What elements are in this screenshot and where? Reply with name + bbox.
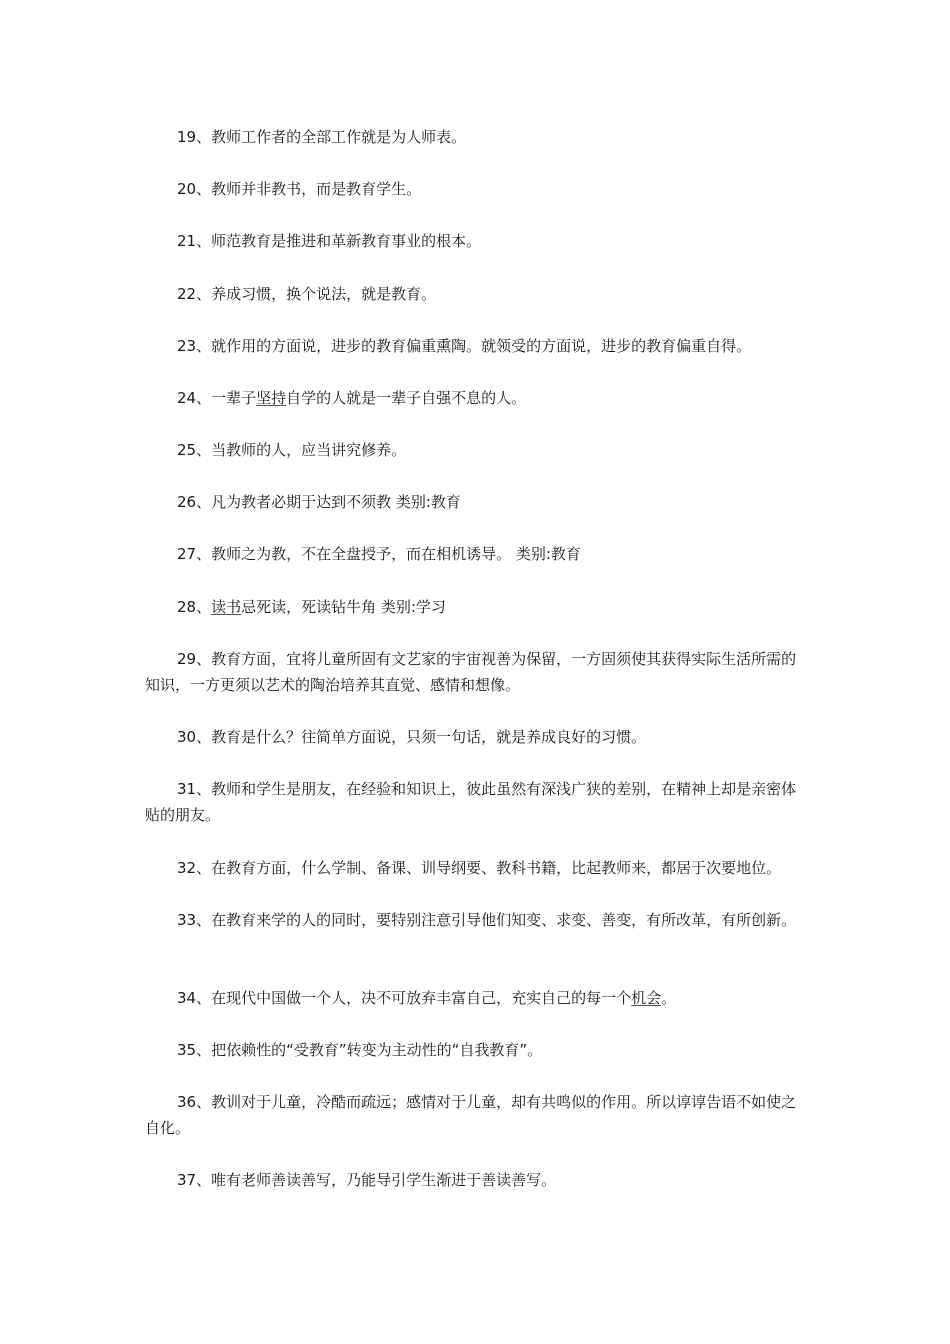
quote-item-24 (145, 385, 810, 411)
quote-item-25: 25、当教师的人，应当讲究修养。 (177, 441, 407, 459)
quote-text: 自学的人就是一辈子自强不息的人。 (286, 389, 527, 407)
quote-item-22: 22、养成习惯，换个说法，就是教育。 (177, 285, 437, 303)
quote-item-26: 26、凡为教者必期于达到不须教 类别:教育 (177, 493, 461, 511)
quote-item-35: 35、把依赖性的“受教育”转变为主动性的“自我教育”。 (177, 1041, 543, 1059)
quote-text: 24、一辈子 (177, 389, 257, 407)
quote-text: 34、在现代中国做一个人，决不可放弃丰富自己，充实自己的每一个 (177, 989, 632, 1007)
quote-item-30: 30、教育是什么？往简单方面说，只须一句话，就是养成良好的习惯。 (177, 728, 647, 746)
quote-item-27: 27、教师之为教，不在全盘授予，而在相机诱导。 类别:教育 (177, 545, 581, 563)
quote-item-20: 20、教师并非教书，而是教育学生。 (177, 180, 422, 198)
quote-text: 忌死读，死读钻牛角 类别:学习 (241, 598, 446, 616)
quote-item-36: 36、教训对于儿童，冷酷而疏远；感情对于儿童，却有共鸣似的作用。所以谆谆告语不如使之自化。 (145, 1093, 797, 1137)
quote-item-23: 23、就作用的方面说，进步的教育偏重熏陶。就领受的方面说，进步的教育偏重自得。 (177, 337, 752, 355)
quote-item-33: 33、在教育来学的人的同时，要特别注意引导他们知变、求变、善变，有所改革，有所创新。 (177, 911, 797, 929)
quote-item-32: 32、在教育方面，什么学制、备课、训导纲要、教科书籍，比起教师来，都居于次要地位。 (177, 859, 782, 877)
keyword-link-dushu[interactable]: 读书 (211, 598, 242, 616)
quote-item-28 (145, 594, 810, 620)
quote-text: 28、 (177, 598, 212, 616)
keyword-link-jihui[interactable]: 机会 (631, 989, 662, 1007)
quote-item-21: 21、师范教育是推进和革新教育事业的根本。 (177, 232, 482, 250)
quote-item-34 (145, 985, 810, 1011)
quote-item-29: 29、教育方面，宜将儿童所固有文艺家的宇宙视善为保留，一方固须使其获得实际生活所需的知识，一方更须以艺术的陶治培养其直觉、感情和想像。 (145, 650, 797, 694)
quote-item-37: 37、唯有老师善读善写，乃能导引学生渐进于善读善写。 (177, 1171, 557, 1189)
quote-item-31: 31、教师和学生是朋友，在经验和知识上，彼此虽然有深浅广狭的差别，在精神上却是亲密体贴的朋友。 (145, 780, 797, 824)
keyword-link-jianchi[interactable]: 坚持 (256, 389, 287, 407)
quote-item-19: 19、教师工作者的全部工作就是为人师表。 (177, 128, 467, 146)
quote-text: 。 (661, 989, 677, 1007)
